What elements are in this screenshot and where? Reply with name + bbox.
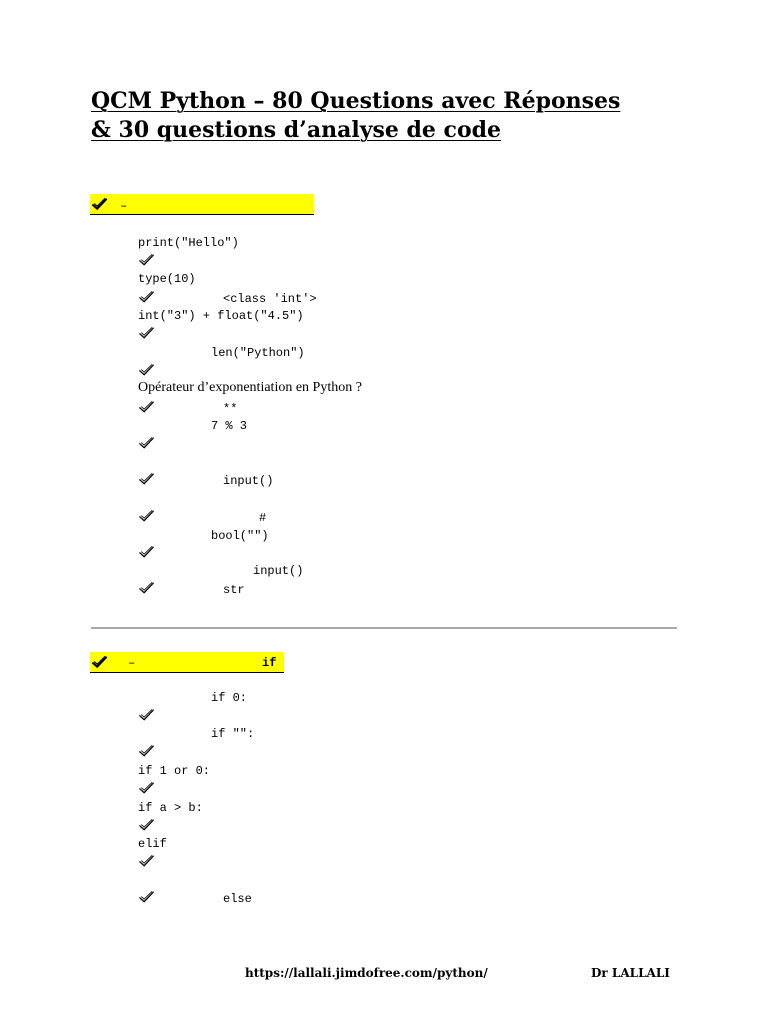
check-mark-icon <box>138 290 155 304</box>
list-item: type(10) <box>138 272 196 286</box>
list-item: bool("") <box>211 529 269 543</box>
list-item: len("Python") <box>211 346 305 360</box>
list-item: if 0: <box>211 691 248 705</box>
check-mark-icon <box>138 818 155 832</box>
page-title-line-1: QCM Python – 80 Questions avec Réponses <box>91 88 621 114</box>
list-item: if "": <box>211 727 255 741</box>
list-item: if 1 or 0: <box>138 764 211 778</box>
section-2-banner <box>90 652 284 673</box>
check-mark-icon <box>138 472 155 486</box>
section-divider <box>91 627 677 629</box>
section-2-keyword: if <box>262 656 277 670</box>
check-mark-icon <box>138 253 155 267</box>
check-mark-icon <box>138 509 155 523</box>
list-item: str <box>223 583 245 597</box>
section-1-dash: – <box>120 199 128 213</box>
list-item: elif <box>138 837 167 851</box>
list-item: Opérateur d’exponentiation en Python ? <box>138 380 362 395</box>
check-mark-icon <box>91 655 108 669</box>
check-mark-icon <box>91 197 108 211</box>
list-item: ** <box>223 402 238 416</box>
section-2-dash: – <box>128 656 136 670</box>
list-item: <class 'int'> <box>223 292 317 306</box>
check-mark-icon <box>138 781 155 795</box>
footer-author: Dr LALLALI <box>591 966 670 980</box>
check-mark-icon <box>138 744 155 758</box>
list-item: print("Hello") <box>138 236 239 250</box>
list-item: 7 % 3 <box>211 419 248 433</box>
list-item: input() <box>223 474 274 488</box>
list-item: input() <box>253 564 304 578</box>
check-mark-icon <box>138 326 155 340</box>
page-title-line-2: & 30 questions d’analyse de code <box>91 117 502 143</box>
check-mark-icon <box>138 708 155 722</box>
list-item: # <box>259 511 267 525</box>
list-item: else <box>223 892 252 906</box>
check-mark-icon <box>138 400 155 414</box>
check-mark-icon <box>138 436 155 450</box>
list-item: int("3") + float("4.5") <box>138 309 304 323</box>
check-mark-icon <box>138 363 155 377</box>
list-item: if a > b: <box>138 801 203 815</box>
check-mark-icon <box>138 854 155 868</box>
check-mark-icon <box>138 890 155 904</box>
footer-url[interactable]: https://lallali.jimdofree.com/python/ <box>245 966 488 980</box>
check-mark-icon <box>138 581 155 595</box>
check-mark-icon <box>138 545 155 559</box>
